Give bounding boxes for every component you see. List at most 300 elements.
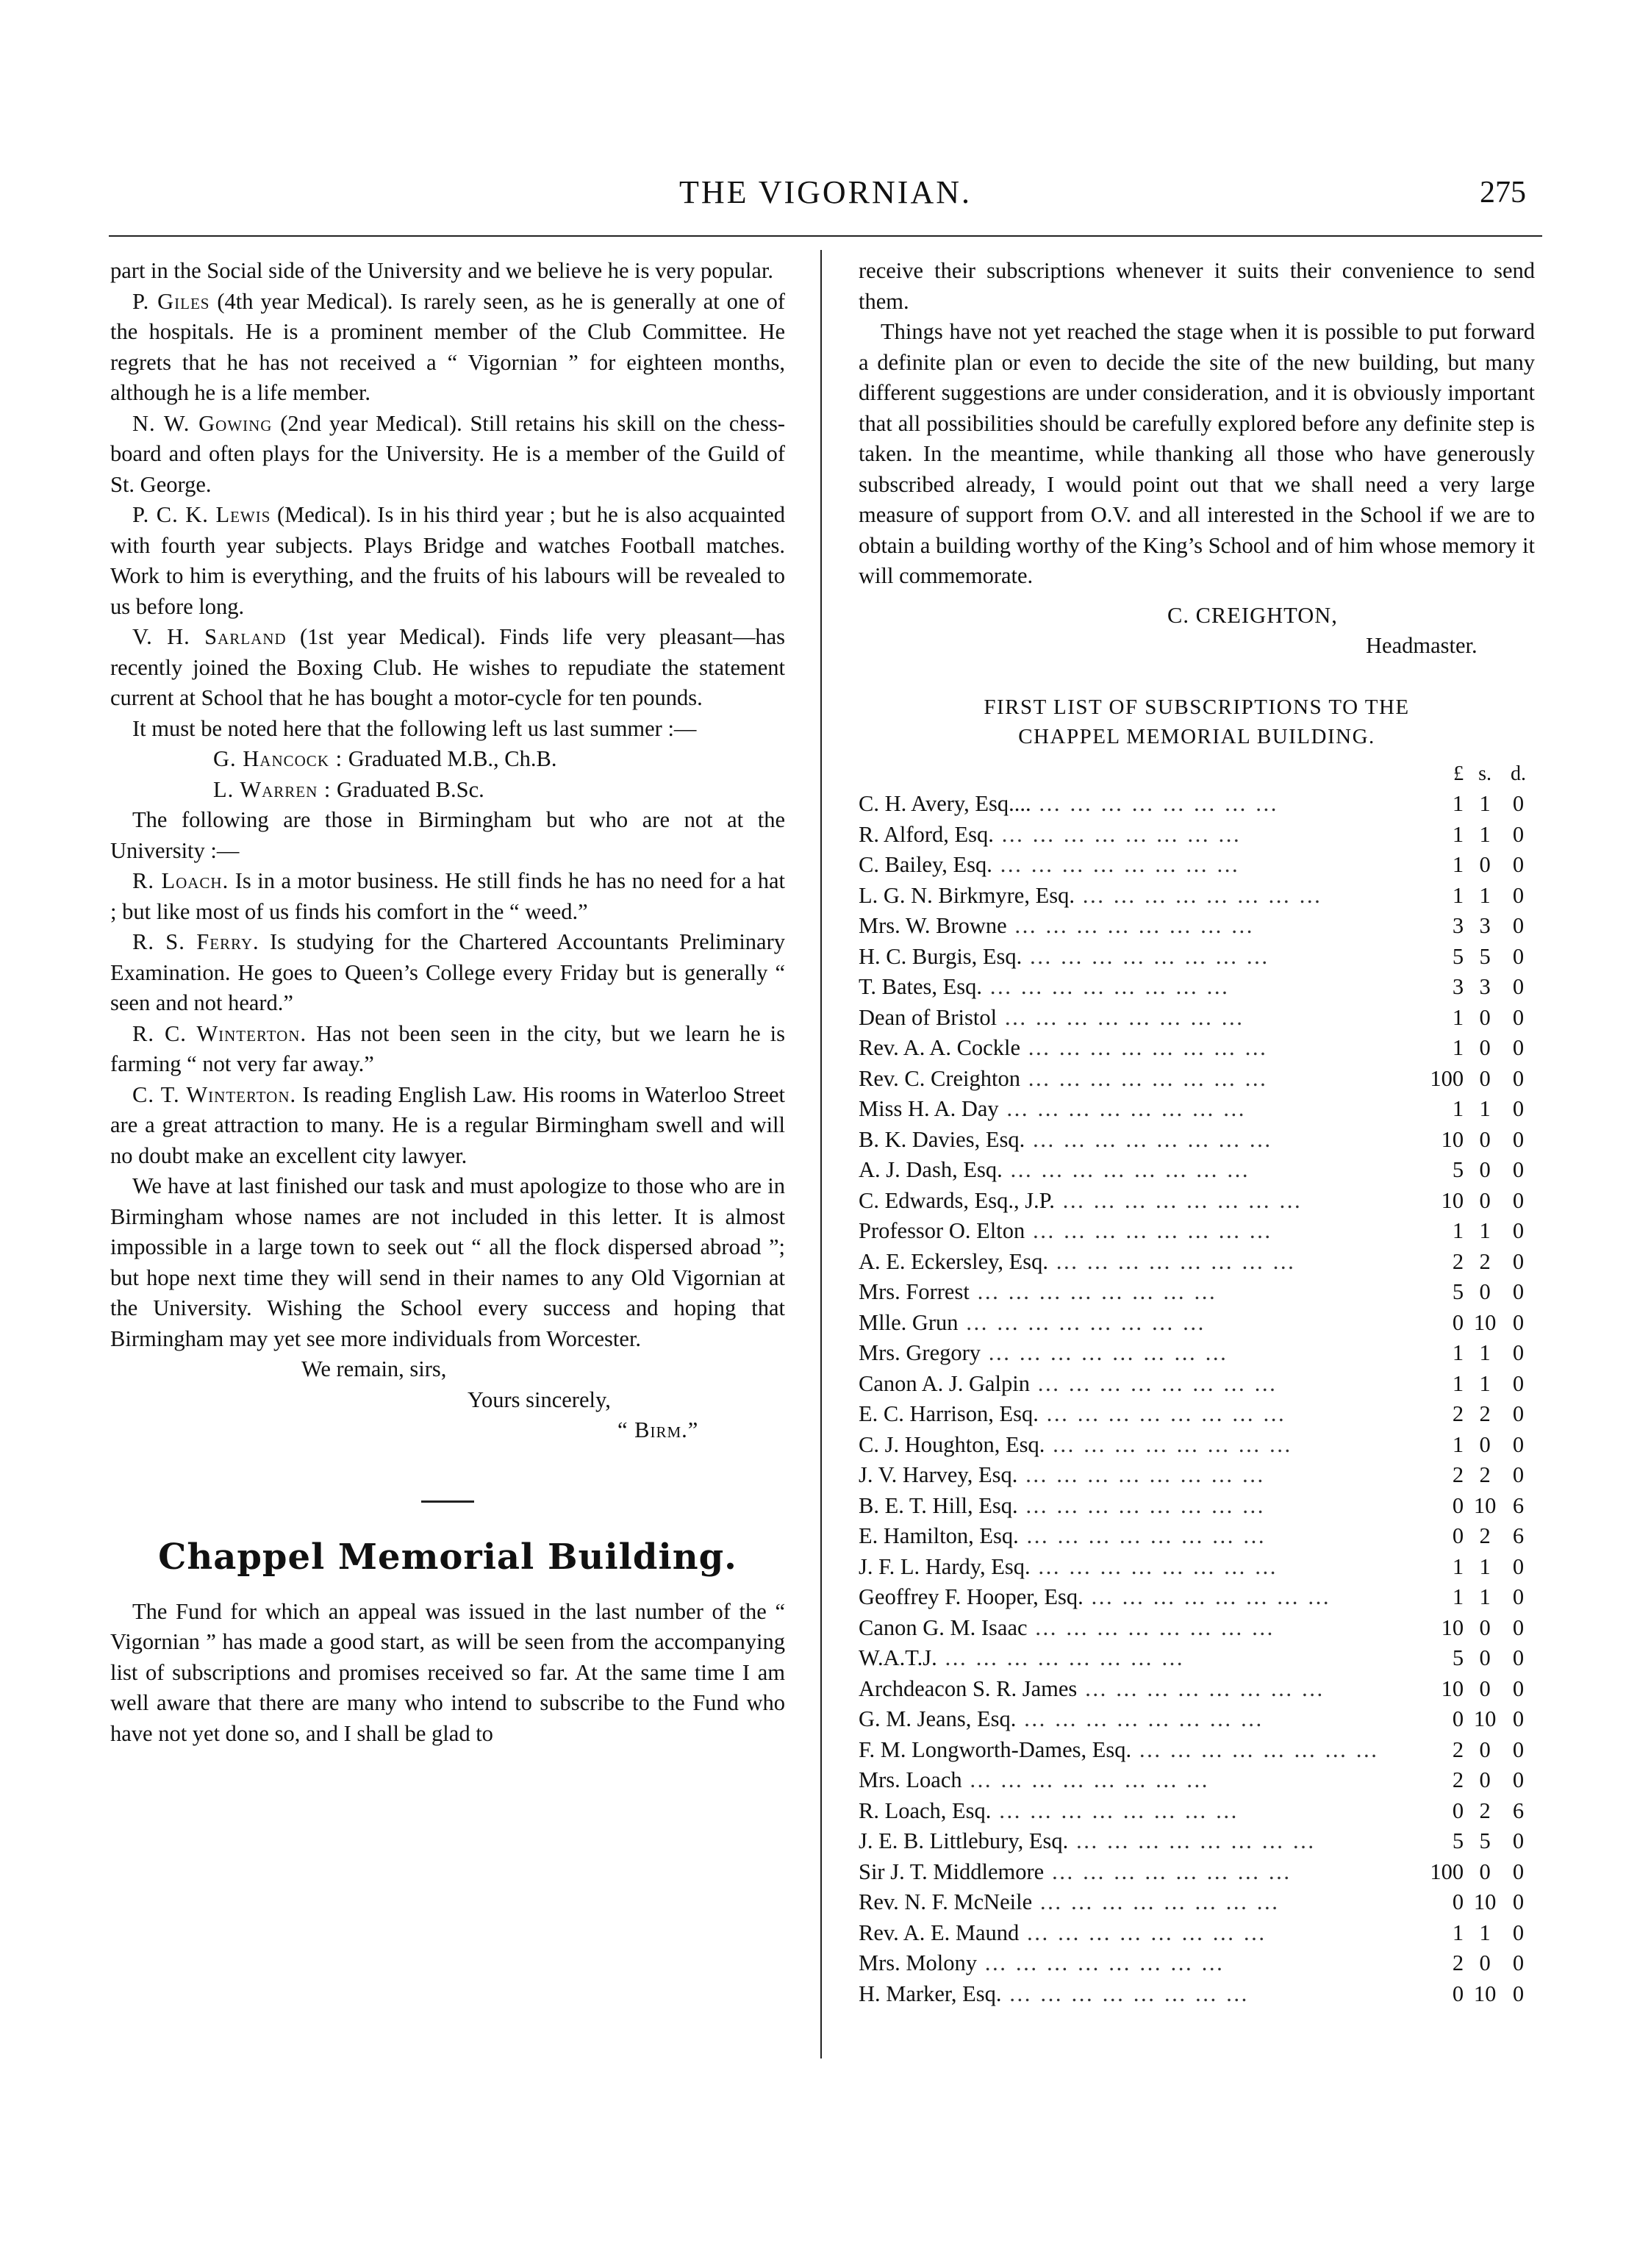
person-name: C. T. Winterton. bbox=[132, 1081, 297, 1107]
leader-dots: … … … … … … … … bbox=[1083, 1584, 1331, 1609]
leader-dots: … … … … … … … … bbox=[1001, 1981, 1250, 2006]
page-number: 275 bbox=[1480, 176, 1526, 210]
paragraph: Things have not yet reached the stage when it is possible to put forward a definite plan or even to decide the site of the new building, but many different suggestions are under consideration, and it is obviously important that all possibilities should be carefully explored before any definite step is taken. In the meantime, while thanking all those who have generously subscribed already, I would point out that we shall need a very large measure of support from O.V. and all interested in the School if we are to obtain a building worthy of the King’s School and of him whose memory it will commemorate. bbox=[859, 319, 1535, 588]
amount-pounds: 0 bbox=[1452, 1309, 1464, 1335]
amount-shillings: 3 bbox=[1479, 974, 1491, 999]
subscriber-cell bbox=[859, 1552, 1419, 1583]
table-row bbox=[859, 1887, 1535, 1918]
subscriber-cell bbox=[859, 1826, 1419, 1857]
amount-pounds: 1 bbox=[1452, 1035, 1464, 1060]
leader-dots: … … … … … … … … bbox=[1016, 1706, 1264, 1731]
subscriber-cell bbox=[859, 1216, 1419, 1247]
subscriber-cell bbox=[859, 1094, 1419, 1125]
leader-dots: … … … … … … … … bbox=[1025, 1218, 1273, 1243]
leader-dots: … … … … … … … … bbox=[1022, 943, 1270, 969]
amount-shillings: 1 bbox=[1479, 1584, 1491, 1609]
amount-pence: 0 bbox=[1512, 1370, 1525, 1396]
subscriber-name: Mrs. Loach bbox=[859, 1767, 962, 1792]
subscriber-name: Mrs. Molony bbox=[859, 1950, 977, 1975]
subscriber-cell bbox=[859, 820, 1419, 851]
paragraph-ferry: R. S. Ferry. Is studying for the Chartered Accountants Preliminary Examination. He goes to Queen’s College every Friday but is generally “ seen and not heard.” bbox=[110, 929, 785, 1015]
leader-dots: … … … … … … … … bbox=[1038, 1401, 1286, 1426]
amount-pounds: 1 bbox=[1452, 1920, 1464, 1945]
subscriber-name: L. G. N. Birkmyre, Esq. bbox=[859, 882, 1075, 908]
subscriber-name: W.A.T.J. bbox=[859, 1645, 937, 1670]
table-row bbox=[859, 850, 1535, 881]
table-row bbox=[859, 1247, 1535, 1278]
amount-pence: 0 bbox=[1512, 1157, 1525, 1182]
amount-pence: 0 bbox=[1512, 1065, 1525, 1091]
amount-shillings: 0 bbox=[1479, 1736, 1491, 1762]
subscriber-name: G. M. Jeans, Esq. bbox=[859, 1706, 1017, 1731]
table-row bbox=[859, 1155, 1535, 1186]
leader-dots: … … … … … … … … bbox=[991, 1797, 1239, 1823]
amount-pounds: 100 bbox=[1430, 1859, 1464, 1884]
table-row bbox=[859, 1735, 1535, 1766]
person-name: R. C. Winterton. bbox=[132, 1020, 307, 1046]
column-header-shillings: s. bbox=[1478, 762, 1492, 785]
subscriber-cell bbox=[859, 1125, 1419, 1156]
amount-pence: 0 bbox=[1512, 1859, 1525, 1884]
table-row bbox=[859, 1979, 1535, 2010]
table-row bbox=[859, 1765, 1535, 1796]
subscriber-cell bbox=[859, 1186, 1419, 1217]
table-row bbox=[859, 1125, 1535, 1156]
table-row bbox=[859, 1857, 1535, 1888]
amount-pence: 0 bbox=[1512, 1828, 1525, 1853]
table-row bbox=[859, 1918, 1535, 1949]
amount-pounds: 2 bbox=[1452, 1401, 1464, 1426]
table-row bbox=[859, 820, 1535, 851]
subscriber-name: Mrs. W. Browne bbox=[859, 913, 1007, 938]
amount-pence: 0 bbox=[1512, 1035, 1525, 1060]
leader-dots: … … … … … … … … bbox=[1017, 1492, 1266, 1518]
subscriber-cell bbox=[859, 1338, 1419, 1369]
amount-pence: 0 bbox=[1512, 1920, 1525, 1945]
leader-dots: … … … … … … … … bbox=[969, 1279, 1217, 1304]
amount-shillings: 0 bbox=[1479, 1431, 1491, 1457]
subscriber-cell bbox=[859, 1247, 1419, 1278]
subscriber-cell bbox=[859, 1704, 1419, 1735]
table-row bbox=[859, 881, 1535, 912]
subscriber-name: Canon G. M. Isaac bbox=[859, 1614, 1028, 1640]
subscriber-cell bbox=[859, 1857, 1419, 1888]
amount-pounds: 10 bbox=[1441, 1614, 1464, 1640]
leader-dots: … … … … … … … … bbox=[958, 1309, 1206, 1335]
subscriber-cell bbox=[859, 1674, 1419, 1705]
paragraph-rc-winterton: R. C. Winterton. Has not been seen in the city, but we learn he is farming “ not very far away.” bbox=[110, 1020, 785, 1076]
subscriber-name: Miss H. A. Day bbox=[859, 1096, 999, 1121]
amount-shillings: 10 bbox=[1473, 1981, 1497, 2006]
amount-pounds: 5 bbox=[1452, 1645, 1464, 1670]
amount-pounds: 10 bbox=[1441, 1126, 1464, 1152]
amount-pence: 0 bbox=[1512, 1004, 1525, 1030]
amount-pounds: 2 bbox=[1452, 1767, 1464, 1792]
amount-shillings: 0 bbox=[1479, 1187, 1491, 1213]
amount-pence: 0 bbox=[1512, 913, 1525, 938]
leader-dots: … … … … … … … … bbox=[1032, 1889, 1281, 1914]
subscriber-name: Rev. A. E. Maund bbox=[859, 1920, 1020, 1945]
amount-pounds: 0 bbox=[1452, 1797, 1464, 1823]
section-divider bbox=[421, 1500, 474, 1503]
table-row bbox=[859, 942, 1535, 973]
subscriber-name: A. E. Eckersley, Esq. bbox=[859, 1248, 1049, 1274]
subscriber-cell bbox=[859, 911, 1419, 942]
amount-pounds: 2 bbox=[1452, 1950, 1464, 1975]
letter-closing: We remain, sirs, bbox=[301, 1356, 447, 1381]
subscriber-cell bbox=[859, 1064, 1419, 1095]
amount-shillings: 0 bbox=[1479, 1675, 1491, 1701]
subscriber-name: Professor O. Elton bbox=[859, 1218, 1025, 1243]
amount-pence: 6 bbox=[1512, 1523, 1525, 1548]
amount-pence: 0 bbox=[1512, 1248, 1525, 1274]
column-header-pounds: £ bbox=[1453, 762, 1464, 785]
section-heading: Chappel Memorial Building. bbox=[158, 1536, 737, 1578]
amount-pence: 0 bbox=[1512, 1950, 1525, 1975]
header-rule bbox=[109, 235, 1542, 237]
subscriber-name: Archdeacon S. R. James bbox=[859, 1675, 1078, 1701]
leader-dots: … … … … … … … … bbox=[1054, 1187, 1303, 1213]
amount-pence: 0 bbox=[1512, 882, 1525, 908]
subscriber-name: F. M. Longworth-Dames, Esq. bbox=[859, 1736, 1132, 1762]
graduate-line: L. Warren : Graduated B.Sc. bbox=[213, 776, 484, 802]
amount-pounds: 1 bbox=[1452, 1096, 1464, 1121]
table-row bbox=[859, 1674, 1535, 1705]
subscriber-name: Canon A. J. Galpin bbox=[859, 1370, 1030, 1396]
subscriber-name: J. F. L. Hardy, Esq. bbox=[859, 1553, 1031, 1579]
subscriber-cell bbox=[859, 1399, 1419, 1430]
amount-shillings: 0 bbox=[1479, 1767, 1491, 1792]
amount-pounds: 3 bbox=[1452, 974, 1464, 999]
leader-dots: … … … … … … … … bbox=[993, 821, 1242, 847]
leader-dots: … … … … … … … … bbox=[1048, 1248, 1297, 1274]
subscriber-name: T. Bates, Esq. bbox=[859, 974, 983, 999]
signature-name: C. CREIGHTON, bbox=[1167, 602, 1338, 628]
amount-shillings: 0 bbox=[1479, 1004, 1491, 1030]
subscriber-name: E. C. Harrison, Esq. bbox=[859, 1401, 1039, 1426]
amount-shillings: 1 bbox=[1479, 1553, 1491, 1579]
amount-shillings: 5 bbox=[1479, 1828, 1491, 1853]
letter-signature: “ Birm.” bbox=[617, 1417, 699, 1442]
table-row bbox=[859, 1521, 1535, 1552]
table-row bbox=[859, 1552, 1535, 1583]
amount-pence: 0 bbox=[1512, 1645, 1525, 1670]
column-header-pence: d. bbox=[1511, 762, 1527, 785]
subscriber-cell bbox=[859, 1491, 1419, 1522]
subscriber-name: C. Edwards, Esq., J.P. bbox=[859, 1187, 1055, 1213]
leader-dots: … … … … … … … … bbox=[1017, 1462, 1266, 1487]
amount-shillings: 10 bbox=[1473, 1309, 1497, 1335]
leader-dots: … … … … … … … … bbox=[977, 1950, 1225, 1975]
table-row bbox=[859, 972, 1535, 1003]
subscriber-name: Rev. C. Creighton bbox=[859, 1065, 1020, 1091]
amount-shillings: 10 bbox=[1473, 1889, 1497, 1914]
person-name: R. Loach. bbox=[132, 868, 229, 893]
amount-pence: 0 bbox=[1512, 1889, 1525, 1914]
amount-pence: 0 bbox=[1512, 791, 1525, 816]
subscriber-name: Mrs. Gregory bbox=[859, 1340, 981, 1365]
column-divider bbox=[820, 250, 822, 2058]
amount-pounds: 0 bbox=[1452, 1981, 1464, 2006]
paragraph-loach: R. Loach. Is in a motor business. He still finds he has no need for a hat ; but like most of us finds his comfort in the “ weed.” bbox=[110, 868, 785, 924]
amount-pounds: 1 bbox=[1452, 1370, 1464, 1396]
subscriber-cell bbox=[859, 1033, 1419, 1064]
amount-pence: 0 bbox=[1512, 1309, 1525, 1335]
amount-pence: 0 bbox=[1512, 1126, 1525, 1152]
leader-dots: … … … … … … … … bbox=[982, 974, 1231, 999]
amount-shillings: 2 bbox=[1479, 1462, 1491, 1487]
amount-pounds: 1 bbox=[1452, 1553, 1464, 1579]
amount-shillings: 0 bbox=[1479, 1279, 1491, 1304]
table-row bbox=[859, 911, 1535, 942]
amount-pence: 0 bbox=[1512, 1767, 1525, 1792]
subscriber-cell bbox=[859, 1643, 1419, 1674]
amount-pounds: 1 bbox=[1452, 821, 1464, 847]
paragraph: We have at last finished our task and must apologize to those who are in Birmingham whose names are not included in this letter. It is almost impossible in a large town to seek out “ all the flock dispersed abroad ”; but hope next time they will send in their names to any Old Vigornian at the University. Wishing the School every success and hoping that Birmingham may yet see more individuals from Worcester. bbox=[110, 1173, 785, 1351]
subscriber-cell bbox=[859, 1155, 1419, 1186]
table-row bbox=[859, 1613, 1535, 1644]
person-name: V. H. Sarland bbox=[132, 624, 287, 649]
table-row bbox=[859, 1094, 1535, 1125]
amount-pounds: 2 bbox=[1452, 1248, 1464, 1274]
subscriber-cell bbox=[859, 1765, 1419, 1796]
amount-pounds: 0 bbox=[1452, 1889, 1464, 1914]
table-header-row bbox=[859, 759, 1535, 790]
subscriber-name: R. Loach, Esq. bbox=[859, 1797, 992, 1823]
subscriber-name: J. E. B. Littlebury, Esq. bbox=[859, 1828, 1069, 1853]
table-row bbox=[859, 1033, 1535, 1064]
table-row bbox=[859, 1216, 1535, 1247]
amount-shillings: 1 bbox=[1479, 1096, 1491, 1121]
amount-pounds: 0 bbox=[1452, 1706, 1464, 1731]
amount-shillings: 0 bbox=[1479, 1859, 1491, 1884]
table-row bbox=[859, 1460, 1535, 1491]
amount-pounds: 5 bbox=[1452, 1157, 1464, 1182]
amount-pounds: 1 bbox=[1452, 852, 1464, 877]
amount-pounds: 1 bbox=[1452, 791, 1464, 816]
subscriber-cell bbox=[859, 942, 1419, 973]
table-row bbox=[859, 1064, 1535, 1095]
leader-dots: … … … … … … … … bbox=[1030, 1553, 1278, 1579]
paragraph-lewis: P. C. K. Lewis (Medical). Is in his third year ; but he is also acquainted with fourth year subjects. Plays Bridge and watches Football matches. Work to him is everything, and the fruits of his labours will be revealed to us before long. bbox=[110, 502, 785, 619]
table-row bbox=[859, 1399, 1535, 1430]
amount-pence: 0 bbox=[1512, 1675, 1525, 1701]
amount-pounds: 1 bbox=[1452, 882, 1464, 908]
amount-shillings: 2 bbox=[1479, 1523, 1491, 1548]
amount-pence: 0 bbox=[1512, 1614, 1525, 1640]
subscriber-name: C. Bailey, Esq. bbox=[859, 852, 992, 877]
subscriber-cell bbox=[859, 1003, 1419, 1034]
table-row bbox=[859, 1796, 1535, 1827]
amount-shillings: 0 bbox=[1479, 1157, 1491, 1182]
amount-shillings: 0 bbox=[1479, 1065, 1491, 1091]
leader-dots: … … … … … … … … bbox=[1029, 1370, 1278, 1396]
subscriber-name: Geoffrey F. Hooper, Esq. bbox=[859, 1584, 1084, 1609]
leader-dots: … … … … … … … … bbox=[1006, 913, 1255, 938]
leader-dots: … … … … … … … … bbox=[1019, 1920, 1267, 1945]
leader-dots: … … … … … … … … bbox=[1031, 791, 1279, 816]
subscriber-name: C. H. Avery, Esq.... bbox=[859, 791, 1031, 816]
amount-pence: 0 bbox=[1512, 1340, 1525, 1365]
leader-dots: … … … … … … … … bbox=[1068, 1828, 1317, 1853]
amount-shillings: 10 bbox=[1473, 1706, 1497, 1731]
amount-pence: 6 bbox=[1512, 1797, 1525, 1823]
amount-pence: 0 bbox=[1512, 1279, 1525, 1304]
amount-shillings: 0 bbox=[1479, 852, 1491, 877]
amount-pounds: 10 bbox=[1441, 1187, 1464, 1213]
subscriber-cell bbox=[859, 1521, 1419, 1552]
table-row bbox=[859, 1430, 1535, 1461]
amount-pence: 0 bbox=[1512, 943, 1525, 969]
leader-dots: … … … … … … … … bbox=[1020, 1065, 1268, 1091]
amount-pounds: 5 bbox=[1452, 1279, 1464, 1304]
subscriber-cell bbox=[859, 1369, 1419, 1400]
table-row bbox=[859, 1948, 1535, 1979]
amount-pounds: 0 bbox=[1452, 1523, 1464, 1548]
subscriber-name: C. J. Houghton, Esq. bbox=[859, 1431, 1045, 1457]
subscriber-name: B. E. T. Hill, Esq. bbox=[859, 1492, 1018, 1518]
subscriber-cell bbox=[859, 1582, 1419, 1613]
leader-dots: … … … … … … … … bbox=[1025, 1126, 1273, 1152]
amount-shillings: 0 bbox=[1479, 1126, 1491, 1152]
subscriber-name: Mrs. Forrest bbox=[859, 1279, 970, 1304]
table-row bbox=[859, 1826, 1535, 1857]
subscriber-cell bbox=[859, 1796, 1419, 1827]
subscriptions-table bbox=[859, 759, 1535, 2010]
paragraph: The Fund for which an appeal was issued in the last number of the “ Vigornian ” has made a good start, as will be seen from the accompanying list of subscriptions and promises received so far. At the same time I am well aware that there are many who intend to subscribe to the Fund who have not yet done so, and I shall be glad to bbox=[110, 1598, 785, 1746]
table-row bbox=[859, 1003, 1535, 1034]
amount-pence: 0 bbox=[1512, 1553, 1525, 1579]
amount-pounds: 5 bbox=[1452, 943, 1464, 969]
table-row bbox=[859, 1277, 1535, 1308]
subscriber-cell bbox=[859, 1979, 1419, 2010]
subscriber-cell bbox=[859, 850, 1419, 881]
subscriber-cell bbox=[859, 881, 1419, 912]
table-row bbox=[859, 789, 1535, 820]
paragraph: receive their subscriptions whenever it suits their convenience to send them. bbox=[859, 258, 1535, 314]
leader-dots: … … … … … … … … bbox=[1027, 1614, 1275, 1640]
amount-pence: 0 bbox=[1512, 1218, 1525, 1243]
amount-shillings: 2 bbox=[1479, 1248, 1491, 1274]
amount-pounds: 3 bbox=[1452, 913, 1464, 938]
paragraph: It must be noted here that the following left us last summer :— bbox=[132, 715, 697, 741]
letter-closing: Yours sincerely, bbox=[468, 1387, 611, 1412]
leader-dots: … … … … … … … … bbox=[981, 1340, 1229, 1365]
right-column bbox=[859, 256, 1535, 2009]
amount-pence: 0 bbox=[1512, 852, 1525, 877]
amount-shillings: 1 bbox=[1479, 821, 1491, 847]
leader-dots: … … … … … … … … bbox=[992, 852, 1240, 877]
person-name: N. W. Gowing bbox=[132, 410, 273, 436]
leader-dots: … … … … … … … … bbox=[1002, 1157, 1250, 1182]
amount-pounds: 5 bbox=[1452, 1828, 1464, 1853]
amount-shillings: 0 bbox=[1479, 1035, 1491, 1060]
paragraph: part in the Social side of the University and we believe he is very popular. bbox=[110, 258, 774, 283]
subscriber-name: H. C. Burgis, Esq. bbox=[859, 943, 1023, 969]
person-name: P. Giles bbox=[132, 288, 210, 314]
amount-pounds: 100 bbox=[1430, 1065, 1464, 1091]
leader-dots: … … … … … … … … bbox=[1131, 1736, 1380, 1762]
subscriber-cell bbox=[859, 1887, 1419, 1918]
subscriber-name: H. Marker, Esq. bbox=[859, 1981, 1002, 2006]
table-row bbox=[859, 1491, 1535, 1522]
amount-shillings: 1 bbox=[1479, 1370, 1491, 1396]
subscriber-name: A. J. Dash, Esq. bbox=[859, 1157, 1003, 1182]
subscriber-name: Rev. N. F. McNeile bbox=[859, 1889, 1033, 1914]
leader-dots: … … … … … … … … bbox=[1045, 1431, 1293, 1457]
leader-dots: … … … … … … … … bbox=[1018, 1523, 1267, 1548]
amount-shillings: 5 bbox=[1479, 943, 1491, 969]
amount-pence: 0 bbox=[1512, 1981, 1525, 2006]
amount-pounds: 1 bbox=[1452, 1218, 1464, 1243]
subscriber-name: Dean of Bristol bbox=[859, 1004, 998, 1030]
amount-shillings: 1 bbox=[1479, 882, 1491, 908]
leader-dots: … … … … … … … … bbox=[1020, 1035, 1268, 1060]
table-row bbox=[859, 1308, 1535, 1339]
paragraph-giles: P. Giles (4th year Medical). Is rarely seen, as he is generally at one of the hospitals. He is a prominent member of the Club Committee. He regrets that he has not received a “ Vigornian ” for eighteen months, although he is a life member. bbox=[110, 288, 785, 405]
table-row bbox=[859, 1643, 1535, 1674]
subscriber-name: Sir J. T. Middlemore bbox=[859, 1859, 1045, 1884]
amount-pounds: 10 bbox=[1441, 1675, 1464, 1701]
amount-pence: 0 bbox=[1512, 1462, 1525, 1487]
subscriber-cell bbox=[859, 1430, 1419, 1461]
subscriber-cell bbox=[859, 1277, 1419, 1308]
amount-pence: 0 bbox=[1512, 1401, 1525, 1426]
amount-pounds: 1 bbox=[1452, 1431, 1464, 1457]
subscriber-cell bbox=[859, 1613, 1419, 1644]
amount-pence: 0 bbox=[1512, 1096, 1525, 1121]
paragraph: The following are those in Birmingham but who are not at the University :— bbox=[110, 807, 785, 863]
person-name: P. C. K. Lewis bbox=[132, 502, 271, 527]
table-row bbox=[859, 1704, 1535, 1735]
amount-pounds: 0 bbox=[1452, 1492, 1464, 1518]
left-column bbox=[110, 256, 785, 1749]
person-name: R. S. Ferry. bbox=[132, 929, 259, 954]
amount-shillings: 2 bbox=[1479, 1797, 1491, 1823]
amount-pence: 6 bbox=[1512, 1492, 1525, 1518]
subscriber-cell bbox=[859, 972, 1419, 1003]
subscriber-name: E. Hamilton, Esq. bbox=[859, 1523, 1019, 1548]
leader-dots: … … … … … … … … bbox=[961, 1767, 1210, 1792]
signature-title: Headmaster. bbox=[1366, 633, 1478, 658]
amount-pounds: 1 bbox=[1452, 1004, 1464, 1030]
graduate-line: G. Hancock : Graduated M.B., Ch.B. bbox=[213, 746, 557, 771]
amount-shillings: 3 bbox=[1479, 913, 1491, 938]
subscriber-name: R. Alford, Esq. bbox=[859, 821, 994, 847]
amount-pounds: 2 bbox=[1452, 1462, 1464, 1487]
amount-pounds: 1 bbox=[1452, 1340, 1464, 1365]
subscriber-cell bbox=[859, 1735, 1419, 1766]
subscriber-cell bbox=[859, 1918, 1419, 1949]
leader-dots: … … … … … … … … bbox=[998, 1096, 1247, 1121]
leader-dots: … … … … … … … … bbox=[1044, 1859, 1292, 1884]
subscriber-cell bbox=[859, 1460, 1419, 1491]
amount-pence: 0 bbox=[1512, 1187, 1525, 1213]
subscriber-name: Mlle. Grun bbox=[859, 1309, 959, 1335]
running-header-title: THE VIGORNIAN. bbox=[678, 174, 973, 210]
amount-pence: 0 bbox=[1512, 821, 1525, 847]
list-title: FIRST LIST OF SUBSCRIPTIONS TO THE CHAPPEL MEMORIAL BUILDING. bbox=[984, 695, 1410, 748]
paragraph-gowing: N. W. Gowing (2nd year Medical). Still retains his skill on the chess-board and often plays for the University. He is a member of the Guild of St. George. bbox=[110, 410, 785, 497]
amount-shillings: 1 bbox=[1479, 1218, 1491, 1243]
amount-shillings: 0 bbox=[1479, 1645, 1491, 1670]
amount-shillings: 1 bbox=[1479, 791, 1491, 816]
amount-shillings: 10 bbox=[1473, 1492, 1497, 1518]
paragraph-ct-winterton: C. T. Winterton. Is reading English Law. His rooms in Waterloo Street are a great attraction to many. He is a regular Birmingham swell and will no doubt make an excellent city lawyer. bbox=[110, 1081, 785, 1168]
amount-shillings: 2 bbox=[1479, 1401, 1491, 1426]
table-row bbox=[859, 1186, 1535, 1217]
amount-pence: 0 bbox=[1512, 1431, 1525, 1457]
